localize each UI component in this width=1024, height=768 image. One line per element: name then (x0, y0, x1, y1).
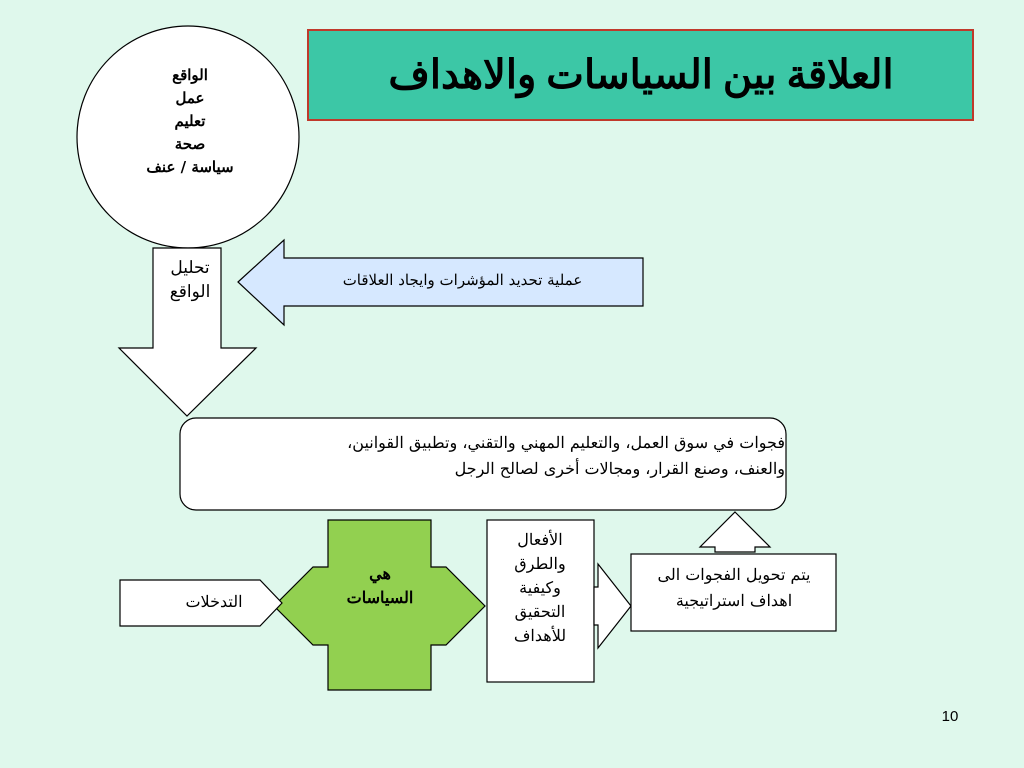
indicators-arrow-text: عملية تحديد المؤشرات وايجاد العلاقات (342, 271, 583, 289)
circle-line: سياسة / عنف (146, 158, 234, 176)
up-arrow (700, 512, 770, 552)
policies-line: هي (369, 564, 391, 583)
actions-line: والطرق (514, 554, 566, 573)
circle-line: صحة (174, 135, 206, 153)
interventions-text: التدخلات (185, 592, 243, 611)
actions-line: للأهداف (513, 626, 567, 645)
circle-line: تعليم (174, 112, 206, 130)
slide-title: العلاقة بين السياسات والاهداف (388, 52, 894, 97)
gaps-line: فجوات في سوق العمل، والتعليم المهني والتقني، وتطبيق القوانين، (347, 433, 785, 452)
gaps-line: والعنف، وصنع القرار، ومجالات أخرى لصالح الرجل (454, 459, 785, 478)
actions-line: وكيفية (519, 578, 561, 597)
transform-box-text (635, 562, 833, 614)
circle-line: الواقع (172, 66, 208, 84)
actions-line: الأفعال (517, 530, 563, 549)
actions-box-text (490, 528, 590, 648)
reality-circle-text (100, 64, 280, 179)
actions-to-transform-arrow (594, 564, 631, 648)
analysis-arrow-text (140, 256, 240, 304)
actions-line: التحقيق (514, 602, 566, 621)
page-number: 10 (941, 708, 959, 725)
policies-text (330, 562, 430, 610)
transform-line: اهداف استراتيجية (675, 591, 793, 610)
policies-line: السياسات (346, 588, 414, 607)
transform-line: يتم تحويل الفجوات الى (657, 565, 811, 584)
gaps-box-text (185, 430, 785, 482)
analysis-line: الواقع (169, 282, 211, 302)
analysis-line: تحليل (170, 258, 210, 278)
circle-line: عمل (175, 89, 205, 107)
